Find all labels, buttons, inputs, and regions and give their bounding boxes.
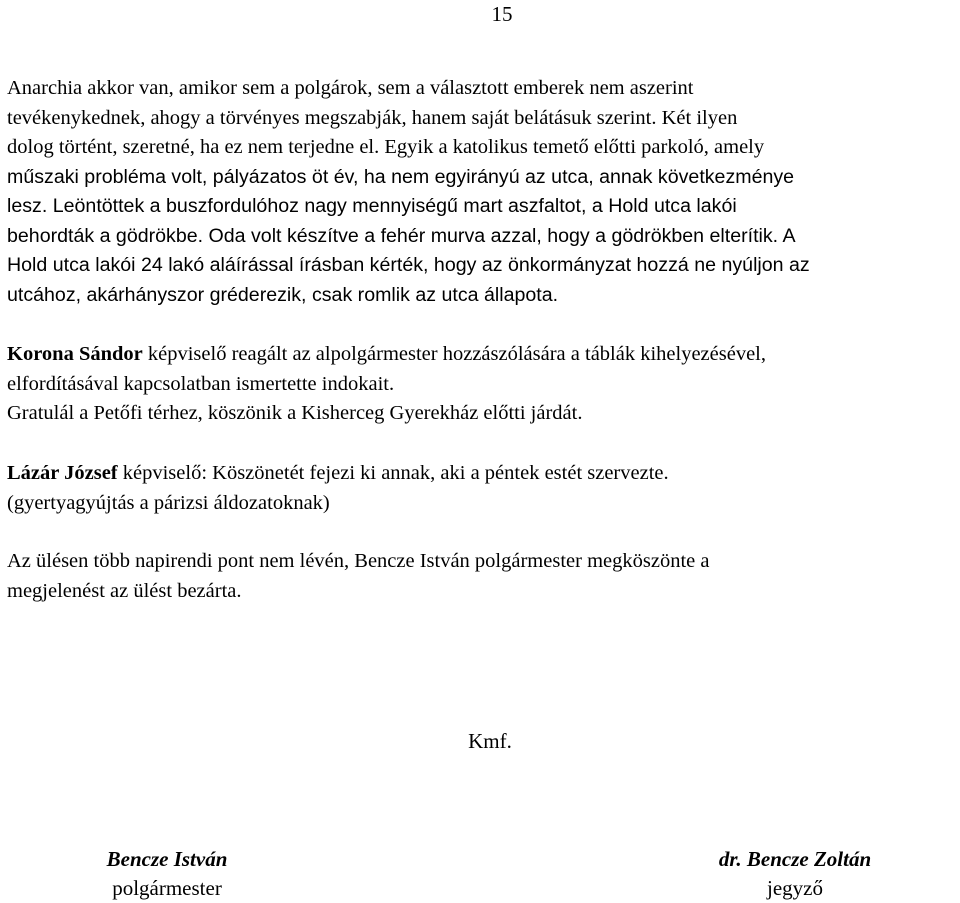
- speaker-name: Lázár József: [7, 462, 118, 484]
- paragraph-anarchia: [7, 74, 957, 310]
- paragraph-line: Anarchia akkor van, amikor sem a polgárok, sem a választott emberek nem aszerint: [7, 77, 694, 99]
- paragraph-line: megjelenést az ülést bezárta.: [7, 579, 242, 602]
- paragraph-line: Hold utca lakói 24 lakó aláírással írásban kérték, hogy az önkormányzat hozzá ne nyúljon az: [7, 254, 810, 276]
- paragraph-line: dolog történt, szeretné, ha ez nem terjedne el. Egyik a katolikus temető előtti parkoló, amely: [7, 136, 765, 158]
- paragraph-line: behordták a gödrökbe. Oda volt készítve a fehér murva azzal, hogy a gödrökben elterítik. A: [7, 224, 796, 247]
- speaker-text: képviselő reagált az alpolgármester hozzászólására a táblák kihelyezésével,: [142, 343, 766, 365]
- paragraph-line: (gyertyagyújtás a párizsi áldozatoknak): [7, 491, 330, 514]
- paragraph-line: [7, 340, 957, 370]
- paragraph-korona: [7, 340, 957, 429]
- paragraph-line: műszaki probléma volt, pályázatos öt év, ha nem egyirányú az utca, annak következménye: [7, 165, 795, 188]
- speaker-name: Korona Sándor: [7, 343, 143, 365]
- paragraph-line: utcához, akárhányszor gréderezik, csak romlik az utca állapota.: [7, 283, 559, 306]
- page-number: 15: [491, 2, 513, 26]
- closing-kmf: Kmf.: [468, 729, 512, 753]
- paragraph-line: elfordításával kapcsolatban ismertette indokait.: [7, 372, 395, 395]
- signature-name: Bencze István: [106, 847, 228, 871]
- paragraph-lazar: [7, 459, 957, 518]
- signature-right: [690, 845, 900, 903]
- paragraph-line: Az ülésen több napirendi pont nem lévén, Bencze István polgármester megköszönte a: [7, 550, 710, 572]
- paragraph-line: [7, 459, 957, 489]
- speaker-text: képviselő: Köszönetét fejezi ki annak, aki a péntek estét szervezte.: [117, 462, 669, 484]
- paragraph-line: Gratulál a Petőfi térhez, köszönik a Kisherceg Gyerekház előtti járdát.: [7, 402, 583, 424]
- paragraph-line: tevékenykednek, ahogy a törvényes megszabják, hanem saját belátásuk szerint. Két ilyen: [7, 106, 738, 129]
- signature-left: [82, 845, 252, 903]
- paragraph-closing: [7, 547, 957, 606]
- signature-role: polgármester: [112, 876, 222, 900]
- paragraph-line: lesz. Leöntöttek a buszfordulóhoz nagy mennyiségű mart aszfaltot, a Hold utca lakói: [7, 195, 737, 217]
- signature-role: jegyző: [767, 876, 823, 900]
- signature-name: dr. Bencze Zoltán: [718, 847, 872, 871]
